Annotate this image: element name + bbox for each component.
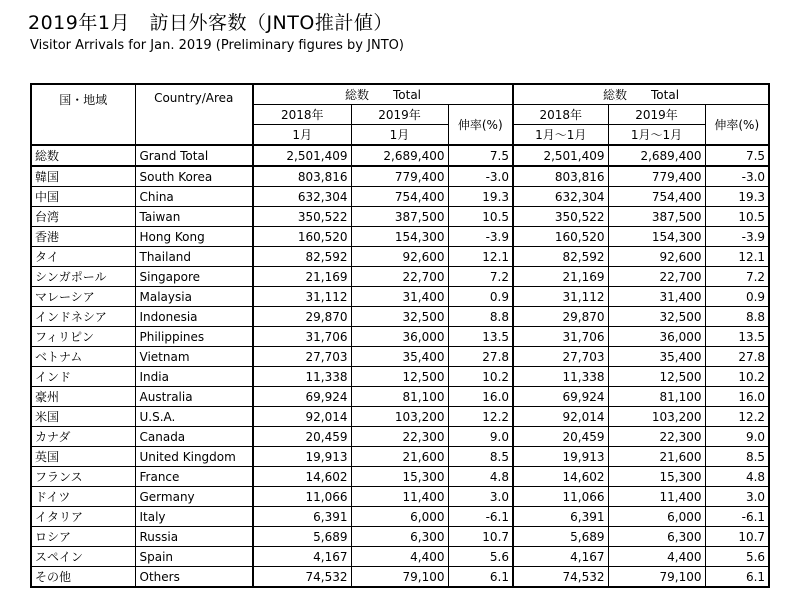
cell-growth-month: 4.8 [448,467,513,487]
cell-region-en: Australia [135,387,253,407]
table-row [31,487,769,507]
cell-region-en: U.S.A. [135,407,253,427]
cell-region-ja: 豪州 [31,387,135,407]
cell-month-2018: 20,459 [253,427,351,447]
cell-ytd-2018: 11,066 [513,487,608,507]
table-row [31,547,769,567]
cell-month-2018: 27,703 [253,347,351,367]
table-row [31,427,769,447]
cell-growth-ytd: 7.2 [705,267,769,287]
cell-growth-ytd: 6.1 [705,567,769,588]
cell-growth-ytd: -3.0 [705,166,769,187]
table-row [31,347,769,367]
cell-region-ja: ベトナム [31,347,135,367]
header-region-en: Country/Area [135,84,253,145]
cell-month-2018: 29,870 [253,307,351,327]
table-row [31,327,769,347]
cell-ytd-2019: 11,400 [608,487,705,507]
cell-growth-month: -3.9 [448,227,513,247]
cell-region-ja: フィリピン [31,327,135,347]
cell-region-ja: カナダ [31,427,135,447]
cell-ytd-2019: 387,500 [608,207,705,227]
cell-month-2018: 160,520 [253,227,351,247]
header-ytd-2019-period: 1月～1月 [608,125,705,146]
header-month-2018-year: 2018年 [253,105,351,125]
cell-month-2019: 21,600 [351,447,448,467]
table-row [31,407,769,427]
cell-region-en: India [135,367,253,387]
cell-month-2019: 387,500 [351,207,448,227]
cell-month-2018: 2,501,409 [253,145,351,166]
cell-month-2018: 803,816 [253,166,351,187]
cell-growth-ytd: 19.3 [705,187,769,207]
header-month-2019-month: 1月 [351,125,448,146]
visitor-arrivals-table [30,83,770,588]
cell-growth-ytd: 12.1 [705,247,769,267]
cell-region-ja: ドイツ [31,487,135,507]
cell-ytd-2019: 15,300 [608,467,705,487]
table-row [31,207,769,227]
cell-growth-ytd: 4.8 [705,467,769,487]
cell-month-2019: 22,700 [351,267,448,287]
cell-month-2018: 11,338 [253,367,351,387]
cell-month-2018: 82,592 [253,247,351,267]
cell-ytd-2018: 160,520 [513,227,608,247]
cell-region-en: Others [135,567,253,588]
cell-month-2019: 15,300 [351,467,448,487]
header-month-2019-year: 2019年 [351,105,448,125]
cell-growth-month: 10.7 [448,527,513,547]
table-row [31,145,769,166]
cell-month-2019: 22,300 [351,427,448,447]
cell-month-2019: 81,100 [351,387,448,407]
cell-region-en: Taiwan [135,207,253,227]
cell-growth-ytd: 3.0 [705,487,769,507]
cell-region-en: Hong Kong [135,227,253,247]
cell-region-ja: マレーシア [31,287,135,307]
cell-ytd-2018: 31,706 [513,327,608,347]
cell-ytd-2018: 6,391 [513,507,608,527]
cell-growth-month: 6.1 [448,567,513,588]
cell-ytd-2019: 92,600 [608,247,705,267]
cell-ytd-2018: 82,592 [513,247,608,267]
cell-month-2018: 31,112 [253,287,351,307]
cell-ytd-2018: 27,703 [513,347,608,367]
cell-growth-month: 3.0 [448,487,513,507]
table-row [31,166,769,187]
cell-region-en: Russia [135,527,253,547]
cell-growth-month: -3.0 [448,166,513,187]
header-growth-ytd: 伸率(%) [705,105,769,146]
cell-region-en: South Korea [135,166,253,187]
cell-month-2018: 21,169 [253,267,351,287]
cell-month-2019: 6,000 [351,507,448,527]
cell-growth-ytd: 5.6 [705,547,769,567]
cell-region-ja: スペイン [31,547,135,567]
cell-ytd-2019: 779,400 [608,166,705,187]
cell-ytd-2019: 36,000 [608,327,705,347]
cell-region-en: France [135,467,253,487]
cell-region-ja: インドネシア [31,307,135,327]
cell-month-2018: 31,706 [253,327,351,347]
cell-ytd-2019: 21,600 [608,447,705,467]
cell-region-en: Singapore [135,267,253,287]
cell-month-2019: 11,400 [351,487,448,507]
header-month-2018-month: 1月 [253,125,351,146]
cell-growth-month: 7.2 [448,267,513,287]
cell-region-en: Indonesia [135,307,253,327]
cell-ytd-2019: 103,200 [608,407,705,427]
cell-region-ja: ロシア [31,527,135,547]
cell-month-2018: 6,391 [253,507,351,527]
header-ytd-2019-year: 2019年 [608,105,705,125]
cell-month-2018: 19,913 [253,447,351,467]
table-header [31,84,769,145]
cell-month-2019: 154,300 [351,227,448,247]
page-title: 2019年1月 訪日外客数（JNTO推計値） [28,12,393,34]
cell-region-ja: 英国 [31,447,135,467]
header-growth-month: 伸率(%) [448,105,513,146]
cell-month-2019: 36,000 [351,327,448,347]
cell-ytd-2018: 19,913 [513,447,608,467]
cell-growth-ytd: -3.9 [705,227,769,247]
cell-growth-month: 7.5 [448,145,513,166]
cell-month-2018: 632,304 [253,187,351,207]
cell-month-2018: 92,014 [253,407,351,427]
cell-ytd-2018: 11,338 [513,367,608,387]
cell-month-2018: 14,602 [253,467,351,487]
cell-ytd-2019: 22,700 [608,267,705,287]
cell-ytd-2019: 154,300 [608,227,705,247]
cell-growth-ytd: 8.8 [705,307,769,327]
cell-growth-month: 9.0 [448,427,513,447]
cell-growth-ytd: 7.5 [705,145,769,166]
cell-growth-month: 13.5 [448,327,513,347]
cell-month-2019: 79,100 [351,567,448,588]
cell-region-en: Spain [135,547,253,567]
cell-ytd-2018: 4,167 [513,547,608,567]
cell-ytd-2019: 12,500 [608,367,705,387]
cell-ytd-2018: 20,459 [513,427,608,447]
cell-growth-ytd: 27.8 [705,347,769,367]
cell-month-2019: 2,689,400 [351,145,448,166]
cell-region-ja: 台湾 [31,207,135,227]
cell-ytd-2018: 803,816 [513,166,608,187]
cell-region-en: Malaysia [135,287,253,307]
cell-growth-month: 8.8 [448,307,513,327]
cell-month-2018: 5,689 [253,527,351,547]
table-body [31,145,769,587]
cell-ytd-2019: 2,689,400 [608,145,705,166]
cell-ytd-2019: 32,500 [608,307,705,327]
cell-region-en: United Kingdom [135,447,253,467]
table-row [31,227,769,247]
cell-ytd-2019: 35,400 [608,347,705,367]
table-row [31,507,769,527]
cell-growth-month: 10.2 [448,367,513,387]
header-ytd-2018-year: 2018年 [513,105,608,125]
cell-ytd-2019: 4,400 [608,547,705,567]
cell-ytd-2018: 74,532 [513,567,608,588]
cell-growth-month: 0.9 [448,287,513,307]
cell-growth-month: 27.8 [448,347,513,367]
cell-month-2019: 754,400 [351,187,448,207]
cell-growth-month: 5.6 [448,547,513,567]
cell-region-ja: その他 [31,567,135,588]
cell-growth-ytd: 0.9 [705,287,769,307]
cell-ytd-2018: 2,501,409 [513,145,608,166]
cell-region-en: Thailand [135,247,253,267]
table-row [31,447,769,467]
cell-region-ja: インド [31,367,135,387]
table-row [31,307,769,327]
cell-month-2019: 779,400 [351,166,448,187]
cell-month-2019: 6,300 [351,527,448,547]
cell-ytd-2019: 22,300 [608,427,705,447]
cell-month-2019: 92,600 [351,247,448,267]
header-group-month: 総数 Total [253,84,513,105]
cell-month-2019: 32,500 [351,307,448,327]
cell-growth-ytd: -6.1 [705,507,769,527]
table-row [31,367,769,387]
cell-region-ja: イタリア [31,507,135,527]
cell-ytd-2018: 632,304 [513,187,608,207]
cell-ytd-2018: 29,870 [513,307,608,327]
cell-month-2018: 69,924 [253,387,351,407]
cell-ytd-2018: 14,602 [513,467,608,487]
cell-month-2018: 350,522 [253,207,351,227]
cell-ytd-2019: 6,300 [608,527,705,547]
cell-month-2018: 11,066 [253,487,351,507]
cell-ytd-2018: 21,169 [513,267,608,287]
cell-region-ja: 米国 [31,407,135,427]
cell-ytd-2019: 754,400 [608,187,705,207]
cell-growth-month: 16.0 [448,387,513,407]
cell-month-2018: 4,167 [253,547,351,567]
table-row [31,247,769,267]
cell-growth-month: 12.1 [448,247,513,267]
cell-ytd-2019: 81,100 [608,387,705,407]
cell-growth-month: 8.5 [448,447,513,467]
cell-month-2019: 35,400 [351,347,448,367]
cell-region-ja: 韓国 [31,166,135,187]
table-row [31,267,769,287]
cell-region-en: Grand Total [135,145,253,166]
cell-growth-ytd: 16.0 [705,387,769,407]
cell-month-2019: 103,200 [351,407,448,427]
cell-month-2019: 4,400 [351,547,448,567]
cell-region-en: China [135,187,253,207]
cell-growth-ytd: 10.5 [705,207,769,227]
cell-region-ja: タイ [31,247,135,267]
table-row [31,527,769,547]
table-row [31,567,769,588]
cell-growth-ytd: 12.2 [705,407,769,427]
cell-ytd-2018: 92,014 [513,407,608,427]
page-subtitle: Visitor Arrivals for Jan. 2019 (Preliminary figures by JNTO) [30,38,404,53]
cell-growth-ytd: 10.2 [705,367,769,387]
table-row [31,387,769,407]
cell-ytd-2018: 350,522 [513,207,608,227]
cell-growth-month: 12.2 [448,407,513,427]
cell-region-ja: 香港 [31,227,135,247]
table-row [31,287,769,307]
cell-growth-ytd: 10.7 [705,527,769,547]
cell-growth-month: -6.1 [448,507,513,527]
cell-region-ja: 総数 [31,145,135,166]
cell-ytd-2019: 31,400 [608,287,705,307]
cell-region-ja: シンガポール [31,267,135,287]
cell-region-en: Philippines [135,327,253,347]
table-row [31,467,769,487]
cell-month-2018: 74,532 [253,567,351,588]
cell-growth-ytd: 13.5 [705,327,769,347]
cell-growth-month: 19.3 [448,187,513,207]
cell-growth-ytd: 8.5 [705,447,769,467]
cell-ytd-2019: 79,100 [608,567,705,588]
header-group-ytd: 総数 Total [513,84,769,105]
cell-ytd-2018: 5,689 [513,527,608,547]
cell-region-ja: 中国 [31,187,135,207]
cell-month-2019: 12,500 [351,367,448,387]
cell-region-ja: フランス [31,467,135,487]
cell-ytd-2018: 69,924 [513,387,608,407]
cell-month-2019: 31,400 [351,287,448,307]
cell-region-en: Vietnam [135,347,253,367]
cell-region-en: Germany [135,487,253,507]
cell-growth-ytd: 9.0 [705,427,769,447]
header-ytd-2018-period: 1月～1月 [513,125,608,146]
cell-ytd-2019: 6,000 [608,507,705,527]
cell-region-en: Italy [135,507,253,527]
cell-ytd-2018: 31,112 [513,287,608,307]
cell-region-en: Canada [135,427,253,447]
cell-growth-month: 10.5 [448,207,513,227]
table-row [31,187,769,207]
header-region-ja: 国・地域 [31,84,135,145]
